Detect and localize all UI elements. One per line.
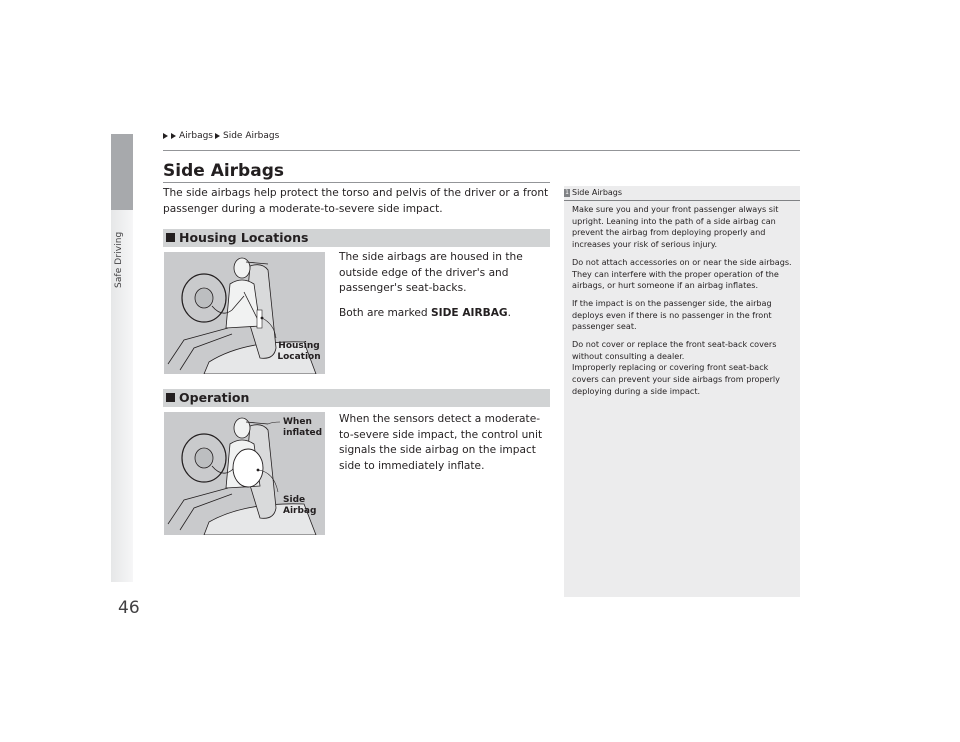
note-paragraph: Do not cover or replace the front seat-back covers without consulting a dealer. Improperly replacing or covering front seat-back covers can prevent your side airbags from properly deploying during a side impact. <box>572 339 780 396</box>
section-heading-operation: Operation <box>166 390 249 405</box>
breadcrumb-arrow-icon <box>163 133 168 139</box>
illustration-label-when-inflated: When inflated <box>283 417 323 438</box>
note-paragraph: Do not attach accessories on or near the side airbags. They can interfere with the proper operation of the airbags, or hurt someone if an airbag inflates. <box>572 256 792 291</box>
page-title: Side Airbags <box>163 161 284 181</box>
page-number: 46 <box>118 598 140 618</box>
square-bullet-icon <box>166 233 175 242</box>
note-paragraph: If the impact is on the passenger side, the airbag deploys even if there is no passenger in the front passenger seat. <box>572 297 772 332</box>
breadcrumb-arrow-icon <box>215 133 220 139</box>
illustration-label-housing-location: Housing Location <box>277 341 321 362</box>
housing-description: The side airbags are housed in the outside edge of the driver's and passenger's seat-backs. <box>339 251 523 294</box>
chapter-tab-marker <box>111 134 133 210</box>
operation-description: When the sensors detect a moderate-to-severe side impact, the control unit signals the side airbag on the impact side to immediately inflate. <box>339 413 543 472</box>
intro-paragraph: The side airbags help protect the torso and pelvis of the driver or a front passenger during a moderate-to-severe side impact. <box>163 187 549 215</box>
illustration-label-side-airbag: Side Airbag <box>283 495 317 516</box>
notes-heading <box>564 188 622 197</box>
title-divider <box>163 182 550 183</box>
breadcrumb-item-side-airbags[interactable]: Side Airbags <box>223 131 280 141</box>
header-divider <box>163 150 800 151</box>
breadcrumb-item-airbags[interactable]: Airbags <box>179 131 213 141</box>
note-reference-number: 1 <box>565 188 569 196</box>
housing-location-illustration <box>164 252 325 374</box>
notes-body <box>572 204 794 404</box>
note-paragraph: Make sure you and your front passenger always sit upright. Leaning into the path of a side airbag can prevent the airbag from deploying properly and increases your risk of serious injury. <box>572 204 779 250</box>
housing-marking-text: Both are marked SIDE AIRBAG. <box>339 307 511 319</box>
square-bullet-icon <box>166 393 175 402</box>
notes-heading-label: Side Airbags <box>572 188 623 197</box>
breadcrumb-arrow-icon <box>171 133 176 139</box>
section-heading-housing: Housing Locations <box>166 230 308 245</box>
chapter-tab-label: Safe Driving <box>114 231 124 288</box>
breadcrumb <box>163 131 279 141</box>
notes-divider <box>564 200 800 201</box>
side-airbag-marking: SIDE AIRBAG <box>431 307 508 319</box>
operation-illustration <box>164 412 325 535</box>
